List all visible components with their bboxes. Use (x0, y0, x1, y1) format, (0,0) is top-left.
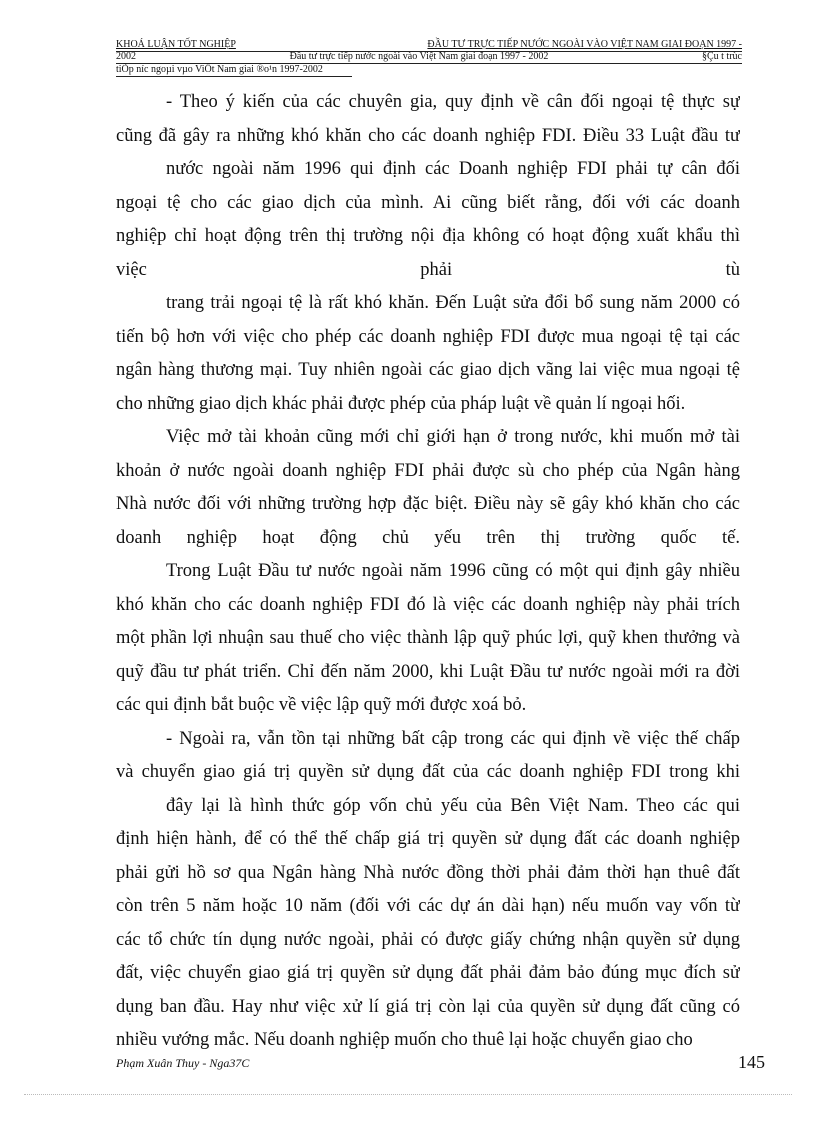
text-line: tiến bộ hơn với việc cho phép các doanh nghiệp FDI được mua ngoại tệ tại các (116, 326, 740, 347)
text-line: còn trên 5 năm hoặc 10 năm (đối với các dự án dài hạn) nếu muốn vay vốn từ (116, 896, 740, 916)
text-line: nhiều vướng mắc. Nếu doanh nghiệp muốn cho thuê lại hoặc chuyển giao cho (116, 1030, 693, 1050)
text-line: các qui định bắt buộc về việc lập quỹ mới được xoá bỏ. (116, 695, 527, 715)
body-text (116, 86, 740, 1058)
text-line: Trong Luật Đầu tư nước ngoài năm 1996 cũng có một qui định gây nhiều (166, 561, 740, 581)
text-line: nước ngoài năm 1996 qui định các Doanh nghiệp FDI phải tự cân đối (166, 159, 740, 179)
running-header (116, 39, 742, 50)
header-line2-right: §Çu t trùc (701, 51, 742, 62)
text-line: và chuyển giao giá trị quyền sử dụng đất của các doanh nghiệp FDI trong khi (116, 762, 740, 782)
text-line: ngân hàng thương mại. Tuy nhiên ngoài các giao dịch vãng lai việc mua ngoại tệ (116, 360, 740, 380)
text-line: định hiện hành, để có thể thế chấp giá trị quyền sử dụng đất các doanh nghiệp (116, 829, 740, 849)
text-line: doanh nghiệp hoạt động chủ yếu trên thị trường quốc tế. (116, 527, 740, 548)
text-line: các tổ chức tín dụng nước ngoài, phải có được giấy chứng nhận quyền sử dụng (116, 929, 740, 950)
text-line: đất, việc chuyển giao giá trị quyền sử dụng đất phải đảm bảo đúng mục đích sử (116, 963, 740, 983)
text-line: ngoại tệ cho các giao dịch của mình. Ai cũng biết rằng, đối với các doanh (116, 192, 740, 213)
text-line: trang trải ngoại tệ là rất khó khăn. Đến Luật sửa đổi bổ sung năm 2000 có (166, 293, 740, 313)
text-line: phải gửi hồ sơ qua Ngân hàng Nhà nước đồng thời phải đảm thời hạn thuê đất (116, 862, 740, 883)
footer-author: Phạm Xuân Thuy - Nga37C (116, 1056, 250, 1070)
header-line2-center: Đầu tư trực tiếp nước ngoài vào Việt Nam giai đoạn 1997 - 2002 (289, 51, 549, 62)
text-line: cũng đã gây ra những khó khăn cho các doanh nghiệp FDI. Điều 33 Luật đầu tư (116, 125, 740, 146)
text-line: một phần lợi nhuận sau thuế cho việc thành lập quỹ phúc lợi, quỹ khen thưởng và (116, 628, 740, 648)
text-line: dụng ban đầu. Hay như việc xử lí giá trị còn lại của quyền sử dụng đất cũng có (116, 996, 740, 1017)
page-number: 145 (738, 1052, 765, 1072)
running-header-line-2 (116, 51, 742, 62)
header-left: KHOÁ LUẬN TỐT NGHIỆP (116, 39, 236, 50)
text-line: khó khăn cho các doanh nghiệp FDI đó là việc các doanh nghiệp này phải trích (116, 594, 740, 615)
text-line: nghiệp chỉ hoạt động trên thị trường nội địa không có hoạt động xuất khẩu thì (116, 226, 740, 246)
header-rule-3 (116, 76, 352, 77)
text-line: Việc mở tài khoản cũng mới chỉ giới hạn ở trong nước, khi muốn mở tài (166, 427, 740, 447)
text-line: Nhà nước đối với những trường hợp đặc biệt. Điều này sẽ gây khó khăn cho các (116, 494, 740, 514)
text-line: - Theo ý kiến của các chuyên gia, quy định về cân đối ngoại tệ thực sự (166, 92, 740, 112)
text-line: cho những giao dịch khác phải được phép của pháp luật về quản lí ngoại hối. (116, 393, 686, 414)
text-line: việc phải tù (116, 259, 740, 280)
header-right: ĐẦU TƯ TRỰC TIẾP NƯỚC NGOÀI VÀO VIỆT NAM GIAI ĐOẠN 1997 - (427, 39, 742, 50)
text-line: đây lại là hình thức góp vốn chủ yếu của Bên Việt Nam. Theo các qui (166, 795, 740, 816)
running-header-line-3: tiÕp níc ngoµi vµo ViÖt Nam giai ®o¹n 1997-2002 (116, 64, 323, 75)
text-line: quỹ đầu tư phát triển. Chỉ đến năm 2000, khi Luật Đầu tư nước ngoài mới ra đời (116, 661, 740, 682)
header-line2-left: 2002 (116, 51, 136, 62)
page-boundary (24, 1094, 792, 1095)
text-line: - Ngoài ra, vẫn tồn tại những bất cập trong các qui định về việc thế chấp (166, 728, 740, 749)
text-line: khoản ở nước ngoài doanh nghiệp FDI phải được sù cho phép của Ngân hàng (116, 460, 740, 481)
